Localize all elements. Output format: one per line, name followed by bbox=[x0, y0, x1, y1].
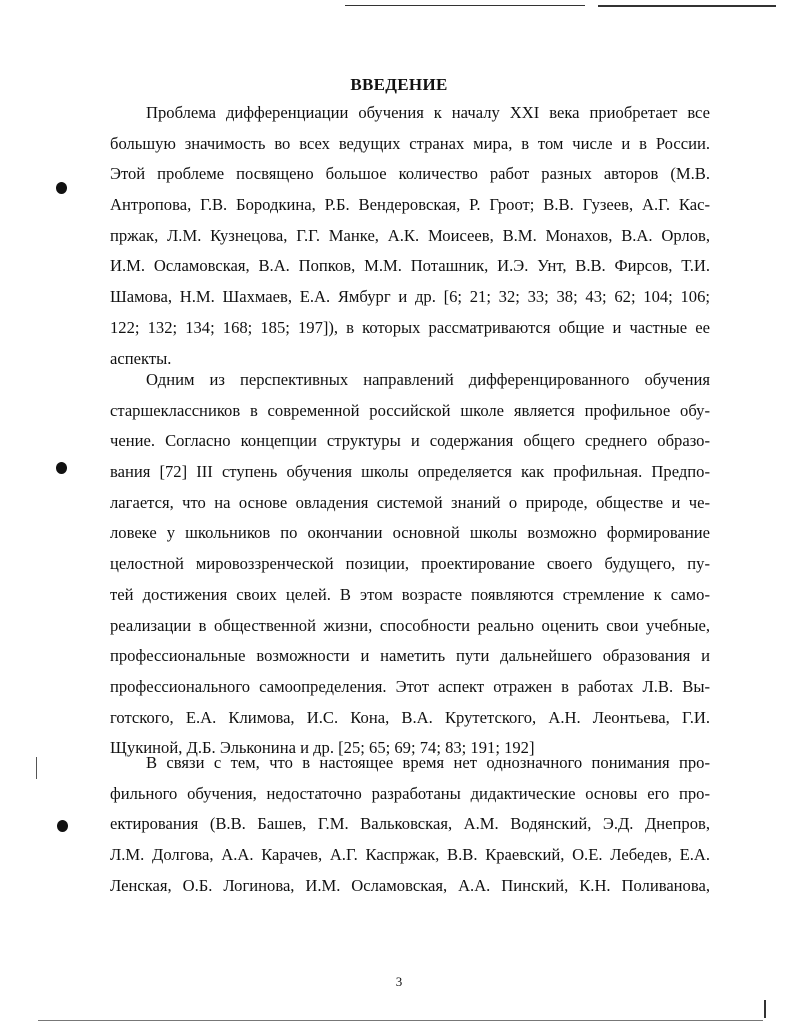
text-line: Этой проблеме посвящено большое количество работ разных авторов (М.В. bbox=[110, 164, 710, 184]
paragraph-3 bbox=[110, 748, 710, 901]
top-rule-right bbox=[598, 5, 776, 7]
page-title: ВВЕДЕНИЕ bbox=[350, 75, 448, 94]
text-line: вания [72] III ступень обучения школы определяется как профильная. Предпо- bbox=[110, 462, 710, 482]
text-line: фильного обучения, недостаточно разработаны дидактические основы его про- bbox=[110, 783, 710, 803]
paragraph-1 bbox=[110, 98, 710, 374]
text-line: Л.М. Долгова, А.А. Карачев, А.Г. Каспржак, В.В. Краевский, О.Е. Лебедев, Е.А. bbox=[110, 845, 710, 865]
page-number: 3 bbox=[395, 974, 403, 989]
binding-hole-2 bbox=[56, 462, 67, 474]
text-line: чение. Согласно концепции структуры и содержания общего среднего образо- bbox=[110, 431, 710, 451]
text-line: тей достижения своих целей. В этом возрасте появляются стремление к само- bbox=[110, 584, 710, 604]
text-line: профессиональные возможности и наметить пути дальнейшего образования и bbox=[110, 646, 710, 666]
text-line: 122; 132; 134; 168; 185; 197]), в которых рассматриваются общие и частные ее bbox=[110, 317, 710, 337]
text-line: пржак, Л.М. Кузнецова, Г.Г. Манке, А.К. Моисеев, В.М. Монахов, В.А. Орлов, bbox=[110, 225, 710, 245]
text-line: старшеклассников в современной российской школе является профильное обу- bbox=[110, 400, 710, 420]
text-line: Шамова, Н.М. Шахмаев, Е.А. Ямбург и др. [6; 21; 32; 33; 38; 43; 62; 104; 106; bbox=[110, 287, 710, 307]
text-line: реализации в общественной жизни, способности реально оценить свои учебные, bbox=[110, 615, 710, 635]
text-line: профессионального самоопределения. Этот аспект отражен в работах Л.В. Вы- bbox=[110, 676, 710, 696]
text-line: В связи с тем, что в настоящее время нет однозначного понимания про- bbox=[146, 753, 710, 772]
text-line: Ленская, О.Б. Логинова, И.М. Осламовская, А.А. Пинский, К.Н. Поливанова, bbox=[110, 875, 710, 895]
text-line: аспекты. bbox=[110, 348, 172, 368]
text-line: большую значимость во всех ведущих странах мира, в том числе и в России. bbox=[110, 133, 710, 153]
top-rule-left bbox=[345, 5, 585, 6]
binding-hole-3 bbox=[57, 820, 68, 832]
text-line: Щукиной, Д.Б. Эльконина и др. [25; 65; 69; 74; 83; 191; 192] bbox=[110, 738, 535, 758]
text-line: готского, Е.А. Климова, И.С. Кона, В.А. Крутетского, А.Н. Леонтьева, Г.И. bbox=[110, 707, 710, 727]
binding-hole-1 bbox=[56, 182, 67, 194]
text-line: Проблема дифференциации обучения к началу XXI века приобретает все bbox=[146, 103, 710, 122]
text-line: Одним из перспективных направлений дифференцированного обучения bbox=[146, 370, 710, 389]
text-line: лагается, что на основе овладения системой знаний о природе, обществе и че- bbox=[110, 492, 710, 512]
edge-mark bbox=[764, 1000, 766, 1018]
paragraph-2 bbox=[110, 365, 710, 764]
text-line: Антропова, Г.В. Бородкина, Р.Б. Вендеровская, Р. Гроот; В.В. Гузеев, А.Г. Кас- bbox=[110, 195, 710, 215]
margin-mark bbox=[36, 757, 37, 779]
text-line: ловеке у школьников по окончании основной школы возможно формирование bbox=[110, 523, 710, 543]
bottom-rule bbox=[38, 1020, 763, 1021]
text-line: ектирования (В.В. Башев, Г.М. Вальковская, А.М. Водянский, Э.Д. Днепров, bbox=[110, 814, 710, 834]
text-line: И.М. Осламовская, В.А. Попков, М.М. Поташник, И.Э. Унт, В.В. Фирсов, Т.И. bbox=[110, 256, 710, 276]
text-line: целостной мировоззренческой позиции, проектирование своего будущего, пу- bbox=[110, 554, 710, 574]
